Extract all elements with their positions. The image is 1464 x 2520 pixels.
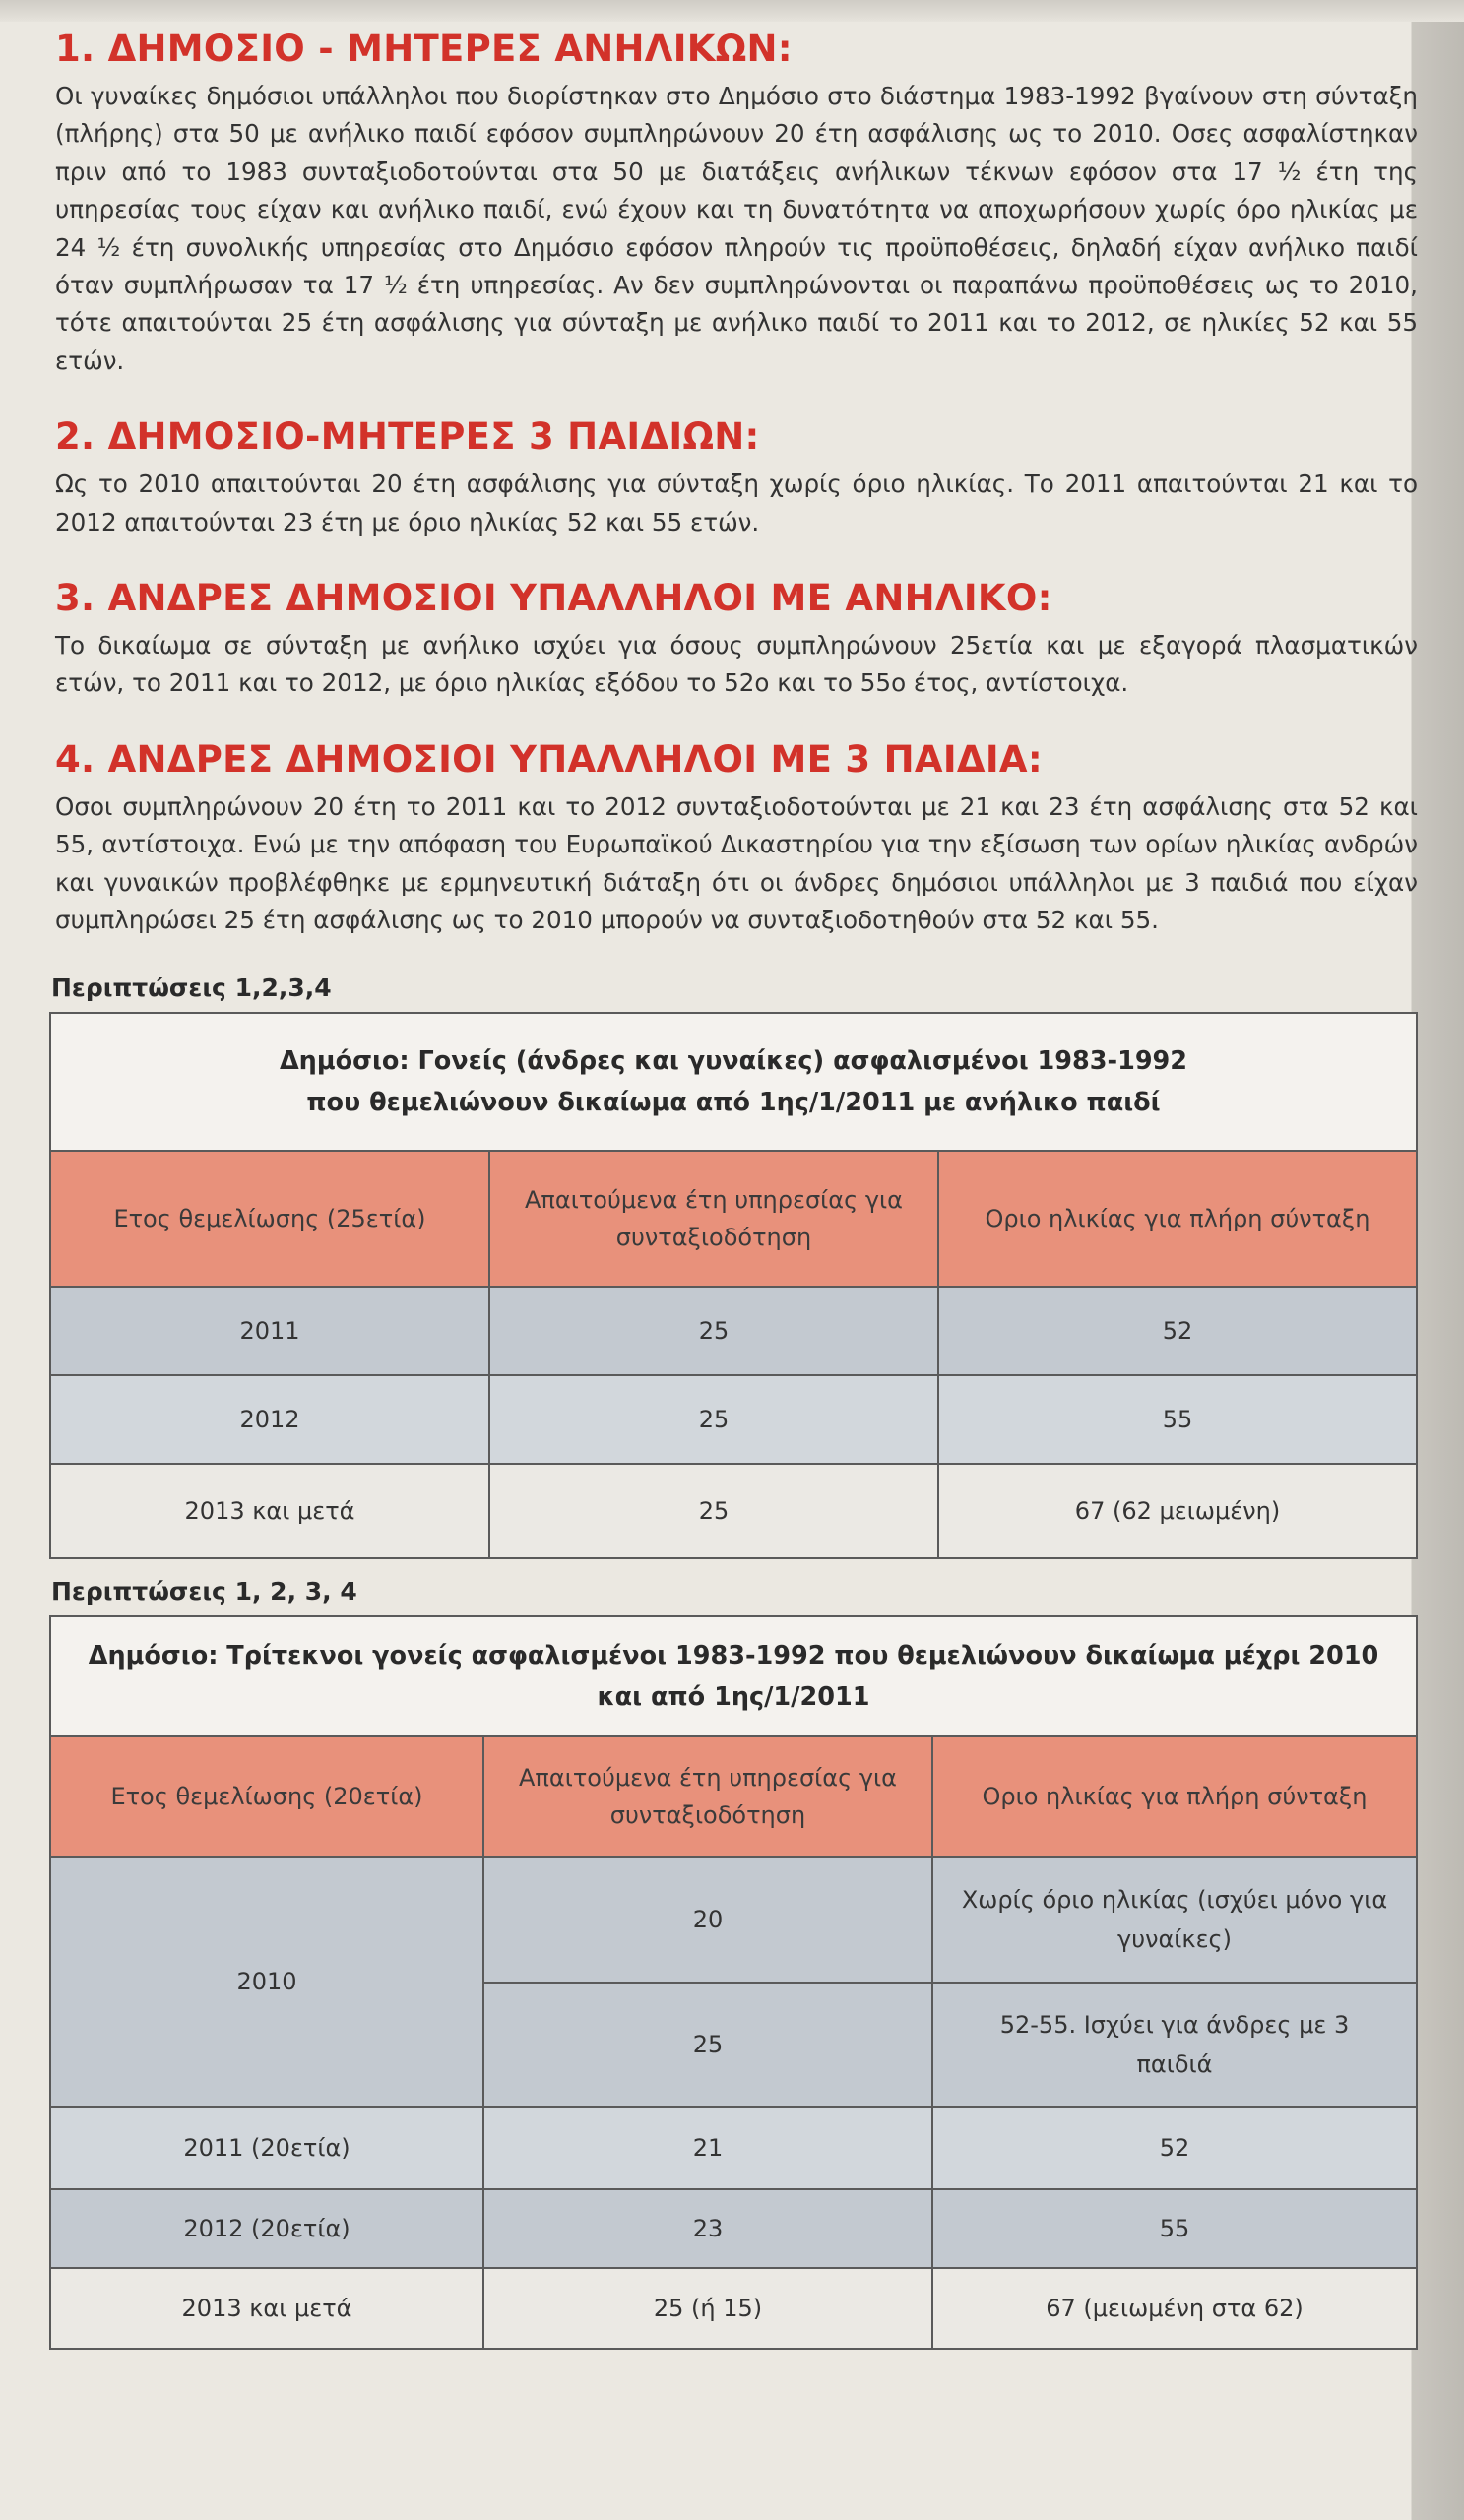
table-title-line: που θεμελιώνουν δικαίωμα από 1ης/1/2011 με ανήλικο παιδί [306,1087,1161,1117]
section-heading: 4. ΑΝΔΡΕΣ ΔΗΜΟΣΙΟΙ ΥΠΑΛΛΗΛΟΙ ΜΕ 3 ΠΑΙΔΙΑ: [55,737,1043,781]
table-cell: 2012 (20ετία) [50,2189,483,2268]
table-cell: 67 (62 μειωμένη) [938,1464,1417,1558]
table-cell: 2013 και μετά [50,1464,489,1558]
table-row [50,2268,1417,2349]
table-2-caption: Περιπτώσεις 1, 2, 3, 4 [51,1576,357,1606]
table-cell: 25 [489,1464,938,1558]
column-header: Απαιτούμενα έτη υπηρεσίας για συνταξιοδότηση [483,1736,932,1857]
table-row [50,2189,1417,2268]
table-cell: 21 [483,2107,932,2189]
table-cell: 52-55. Ισχύει για άνδρες με 3 παιδιά [932,1983,1417,2107]
section-body: Οι γυναίκες δημόσιοι υπάλληλοι που διορίστηκαν στο Δημόσιο στο διάστημα 1983-1992 βγαίνουν στη σύνταξη (πλήρης) στα 50 με ανήλικο παιδί εφόσον συμπληρώνουν 20 έτη ασφάλισης ως το 2010. Οσες ασφαλίστηκαν πριν από το 1983 συνταξιοδοτούνται στα 50 με διατάξεις ανήλικων τέκνων εφόσον στα 17 ½ έτη της υπηρεσίας τους είχαν και ανήλικο παιδί, ενώ έχουν και τη δυνατότητα να αποχωρήσουν χωρίς όρο ηλικίας με 24 ½ έτη συνολικής υπηρεσίας στο Δημόσιο εφόσον πληρούν τις προϋποθέσεις, δηλαδή είχαν ανήλικο παιδί όταν συμπλήρωσαν τα 17 ½ έτη υπηρεσίας. Αν δεν συμπληρώνονται οι παραπάνω προϋποθέσεις ως το 2010, τότε απαιτούνται 25 έτη ασφάλισης για σύνταξη με ανήλικο παιδί το 2011 και το 2012, σε ηλικίες 52 και 55 ετών. [55,82,1418,375]
table-2-title [50,1616,1417,1736]
table-header-row [50,1151,1417,1287]
table-cell: 2012 [50,1375,489,1464]
section-heading: 2. ΔΗΜΟΣΙΟ-ΜΗΤΕΡΕΣ 3 ΠΑΙΔΙΩΝ: [55,415,760,459]
table-1-caption: Περιπτώσεις 1,2,3,4 [51,973,332,1002]
table-cell: 25 [489,1375,938,1464]
table-cell: 52 [932,2107,1417,2189]
column-header: Οριο ηλικίας για πλήρη σύνταξη [938,1151,1417,1287]
table-row [50,1464,1417,1558]
table-cell: 20 [483,1857,932,1983]
section-body: Ως το 2010 απαιτούνται 20 έτη ασφάλισης για σύνταξη χωρίς όριο ηλικίας. Το 2011 απαιτούνται 21 και το 2012 απαιτούνται 23 έτη με όριο ηλικίας 52 και 55 ετών. [55,470,1418,536]
table-title-line: Δημόσιο: Τρίτεκνοι γονείς ασφαλισμένοι 1983-1992 που θεμελιώνουν δικαίωμα μέχρι 2010 [88,1640,1379,1670]
section-3 [49,577,1418,703]
table-cell: 55 [938,1375,1417,1464]
table-cell: 2011 [50,1287,489,1375]
table-header-row [50,1736,1417,1857]
table-cell: 2013 και μετά [50,2268,483,2349]
table-cell: 67 (μειωμένη στα 62) [932,2268,1417,2349]
table-row [50,2107,1417,2189]
section-1 [49,28,1418,380]
section-2 [49,415,1418,541]
column-header: Ετος θεμελίωσης (25ετία) [50,1151,489,1287]
table-2 [49,1615,1418,2350]
section-body: Το δικαίωμα σε σύνταξη με ανήλικο ισχύει για όσους συμπληρώνουν 25ετία και με εξαγορά πλασματικών ετών, το 2011 και το 2012, με όριο ηλικίας εξόδου το 52ο και το 55ο έτος, αντίστοιχα. [55,631,1418,698]
table-cell: 23 [483,2189,932,2268]
table-cell: 52 [938,1287,1417,1375]
table-row [50,1375,1417,1464]
section-heading: 3. ΑΝΔΡΕΣ ΔΗΜΟΣΙΟΙ ΥΠΑΛΛΗΛΟΙ ΜΕ ΑΝΗΛΙΚΟ: [55,577,1052,620]
table-cell: 2011 (20ετία) [50,2107,483,2189]
table-1 [49,1012,1418,1559]
table-cell: 2010 [50,1857,483,2107]
column-header: Απαιτούμενα έτη υπηρεσίας για συνταξιοδότηση [489,1151,938,1287]
table-row [50,1857,1417,1983]
section-heading: 1. ΔΗΜΟΣΙΟ - ΜΗΤΕΡΕΣ ΑΝΗΛΙΚΩΝ: [55,28,793,70]
section-body: Οσοι συμπληρώνουν 20 έτη το 2011 και το 2012 συνταξιοδοτούνται με 21 και 23 έτη ασφάλισης στα 52 και 55, αντίστοιχα. Ενώ με την απόφαση του Ευρωπαϊκού Δικαστηρίου για την εξίσωση των ορίων ηλικίας ανδρών και γυναικών προβλέφθηκε με ερμηνευτική διάταξη ότι οι άνδρες δημόσιοι υπάλληλοι με 3 παιδιά που είχαν συμπληρώσει 25 έτη ασφάλισης ως το 2010 μπορούν να συνταξιοδοτηθούν στα 52 και 55. [55,791,1418,935]
top-edge [0,0,1464,22]
table-cell: 25 [483,1983,932,2107]
table-cell: 55 [932,2189,1417,2268]
table-1-title [50,1013,1417,1151]
table-cell: 25 [489,1287,938,1375]
column-header: Ετος θεμελίωσης (20ετία) [50,1736,483,1857]
table-title-line: Δημόσιο: Γονείς (άνδρες και γυναίκες) ασφαλισμένοι 1983-1992 [279,1045,1188,1076]
table-cell: 25 (ή 15) [483,2268,932,2349]
table-cell: Χωρίς όριο ηλικίας (ισχύει μόνο για γυναίκες) [932,1857,1417,1983]
table-title-line: και από 1ης/1/2011 [597,1681,870,1712]
section-4 [49,738,1418,940]
table-row [50,1287,1417,1375]
article [49,28,1418,2350]
column-header: Οριο ηλικίας για πλήρη σύνταξη [932,1736,1417,1857]
